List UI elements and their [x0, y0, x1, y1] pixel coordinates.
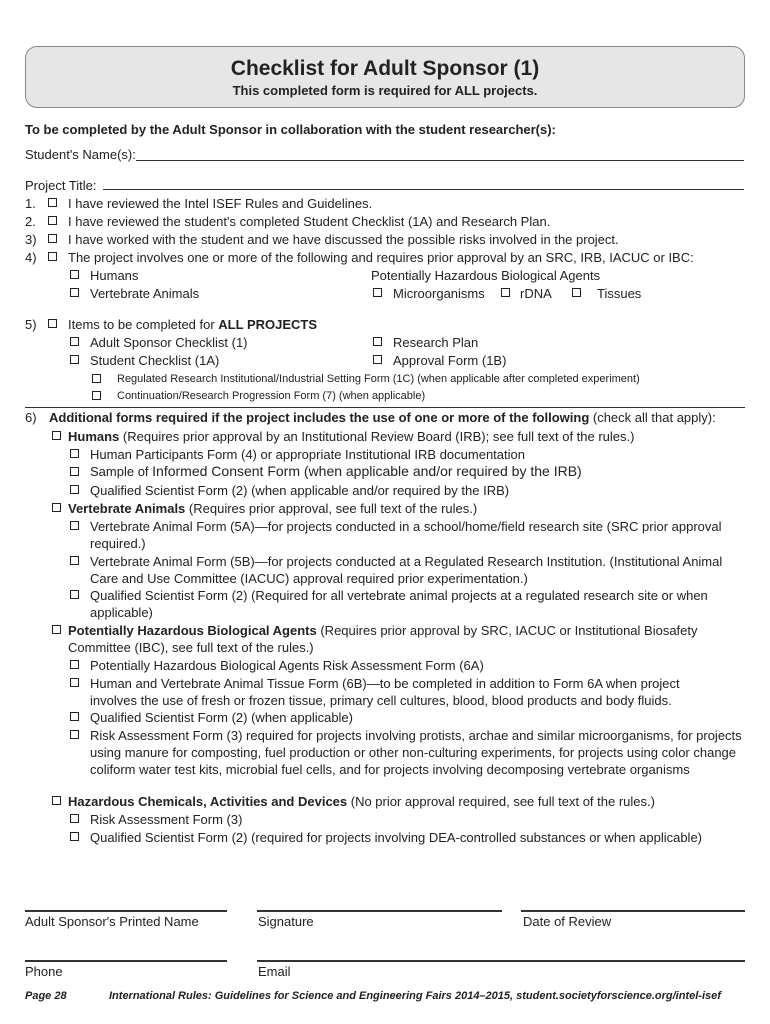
checkbox-item-5[interactable]: [48, 319, 57, 328]
z2-text: Qualified Scientist Form (2) (required for projects involving DEA-controlled substances or when applicable): [90, 830, 702, 845]
divider: [25, 407, 745, 408]
checkbox-item-4[interactable]: [48, 252, 57, 261]
checkbox-student-checklist[interactable]: [70, 355, 79, 364]
item-4-text: The project involves one or more of the following and requires prior approval by an SRC, IRB, IACUC or IBC:: [68, 250, 694, 265]
item-number: 6): [25, 410, 37, 425]
h3-text: Qualified Scientist Form (2) (when applicable and/or required by the IRB): [90, 483, 510, 498]
item-6-text: Additional forms required if the project includes the use of one or more of the following (check all that apply):: [49, 410, 716, 425]
item-1-text: I have reviewed the Intel ISEF Rules and Guidelines.: [68, 196, 373, 211]
item-5e: Regulated Research Institutional/Industrial Setting Form (1C) (when applicable after completed experiment): [117, 373, 640, 385]
v1-text: Vertebrate Animal Form (5A)—for projects conducted in a school/home/field research site (SRC prior approval required.): [90, 519, 722, 551]
checkbox-z2[interactable]: [70, 832, 79, 841]
printed-name-label: Adult Sponsor's Printed Name: [25, 914, 199, 929]
item-5d: Approval Form (1B): [393, 353, 507, 368]
date-label: Date of Review: [523, 914, 612, 929]
item-5f: Continuation/Research Progression Form (7) (when applicable): [117, 390, 426, 402]
checkbox-vertebrate[interactable]: [70, 288, 79, 297]
checkbox-microorganisms[interactable]: [373, 288, 382, 297]
checkbox-research-plan[interactable]: [373, 337, 382, 346]
option-tissues: Tissues: [597, 286, 642, 301]
h1-text: Human Participants Form (4) or appropriate Institutional IRB documentation: [90, 447, 525, 462]
footer-text: International Rules: Guidelines for Science and Engineering Fairs 2014–2015, student.societyforscience.org/intel-isef: [109, 990, 721, 1002]
item-3-text: I have worked with the student and we have discussed the possible risks involved in the project.: [68, 232, 619, 247]
z1-text: Risk Assessment Form (3): [90, 812, 243, 827]
v3-text: Qualified Scientist Form (2) (Required for all vertebrate animal projects at a regulated research site or when applicable): [90, 588, 708, 620]
intro-text: To be completed by the Adult Sponsor in collaboration with the student researcher(s):: [25, 122, 556, 137]
item-5c: Student Checklist (1A): [90, 353, 220, 368]
h2-text: Sample of Informed Consent Form (when applicable and/or required by the IRB): [90, 463, 582, 479]
checkbox-v1[interactable]: [70, 521, 79, 530]
item-5b: Research Plan: [393, 335, 479, 350]
form-title: Checklist for Adult Sponsor (1): [230, 57, 540, 80]
option-vertebrate: Vertebrate Animals: [90, 286, 200, 301]
v2-text: Vertebrate Animal Form (5B)—for projects conducted at a Regulated Research Institution. (Institutional Animal Care and Use Committee (IACUC) approval required prior experimentation.): [90, 554, 723, 586]
checkbox-vertebrate-section[interactable]: [52, 503, 61, 512]
item-number: 5): [25, 317, 37, 332]
checkbox-p3[interactable]: [70, 712, 79, 721]
hazardous-section: Hazardous Chemicals, Activities and Devices (No prior approval required, see full text of the rules.): [68, 794, 655, 809]
item-number: 4): [25, 250, 37, 265]
checkbox-h3[interactable]: [70, 485, 79, 494]
project-title-label: Project Title:: [25, 178, 97, 193]
item-number: 1.: [25, 196, 36, 211]
checkbox-h2[interactable]: [70, 467, 79, 476]
signature-label: Signature: [258, 914, 314, 929]
option-rdna: rDNA: [520, 286, 552, 301]
p1-text: Potentially Hazardous Biological Agents Risk Assessment Form (6A): [90, 658, 484, 673]
p4-text: Risk Assessment Form (3) required for projects involving protists, archae and similar microorganisms, for projects using manure for composting, fuel production or other non-culturing experiments, for projects using color change coliform water test kits, microbial fuel cells, and for projects involving decomposing vertebrate organisms: [90, 728, 742, 777]
checkbox-adult-sponsor[interactable]: [70, 337, 79, 346]
checkbox-form-7[interactable]: [92, 391, 101, 400]
item-5-text: Items to be completed for ALL PROJECTS: [68, 317, 318, 332]
checkbox-z1[interactable]: [70, 814, 79, 823]
phone-field[interactable]: [25, 960, 227, 962]
checkbox-hazardous-section[interactable]: [52, 796, 61, 805]
students-label: Student's Name(s):: [25, 147, 136, 162]
phone-label: Phone: [25, 964, 63, 979]
checkbox-item-1[interactable]: [48, 198, 57, 207]
humans-section: Humans (Requires prior approval by an Institutional Review Board (IRB); see full text of the rules.): [68, 429, 635, 444]
checkbox-p1[interactable]: [70, 660, 79, 669]
students-name-field[interactable]: [136, 160, 744, 161]
item-number: 3): [25, 232, 37, 247]
checkbox-v3[interactable]: [70, 590, 79, 599]
option-microorganisms: Microorganisms: [393, 286, 485, 301]
item-5a: Adult Sponsor Checklist (1): [90, 335, 248, 350]
checkbox-rdna[interactable]: [501, 288, 510, 297]
signature-field[interactable]: [257, 910, 502, 912]
checkbox-v2[interactable]: [70, 556, 79, 565]
checkbox-item-2[interactable]: [48, 216, 57, 225]
option-phba-heading: Potentially Hazardous Biological Agents: [371, 268, 601, 283]
checkbox-item-3[interactable]: [48, 234, 57, 243]
checkbox-humans[interactable]: [70, 270, 79, 279]
checkbox-p2[interactable]: [70, 678, 79, 687]
printed-name-field[interactable]: [25, 910, 227, 912]
phba-section: Potentially Hazardous Biological Agents (Requires prior approval by SRC, IACUC or Institutional Biosafety Committee (IBC), see full text of the rules.): [68, 623, 698, 655]
date-field[interactable]: [521, 910, 745, 912]
checkbox-humans-section[interactable]: [52, 431, 61, 440]
item-number: 2.: [25, 214, 36, 229]
checkbox-approval-form[interactable]: [373, 355, 382, 364]
p2-text: Human and Vertebrate Animal Tissue Form (6B)—to be completed in addition to Form 6A when project involves the use of fresh or frozen tissue, primary cell cultures, blood, blood products and body fluids.: [90, 676, 680, 708]
checkbox-tissues[interactable]: [572, 288, 581, 297]
email-field[interactable]: [257, 960, 745, 962]
checkbox-p4[interactable]: [70, 730, 79, 739]
checkbox-h1[interactable]: [70, 449, 79, 458]
form-subtitle: This completed form is required for ALL projects.: [232, 83, 538, 98]
option-humans: Humans: [90, 268, 139, 283]
checkbox-form-1c[interactable]: [92, 374, 101, 383]
p3-text: Qualified Scientist Form (2) (when applicable): [90, 710, 353, 725]
vertebrate-section: Vertebrate Animals (Requires prior approval, see full text of the rules.): [68, 501, 478, 516]
page-number: Page 28: [25, 990, 67, 1002]
item-2-text: I have reviewed the student's completed Student Checklist (1A) and Research Plan.: [68, 214, 551, 229]
form-header: [25, 46, 745, 108]
checkbox-phba-section[interactable]: [52, 625, 61, 634]
email-label: Email: [258, 964, 291, 979]
project-title-field[interactable]: [103, 189, 744, 190]
